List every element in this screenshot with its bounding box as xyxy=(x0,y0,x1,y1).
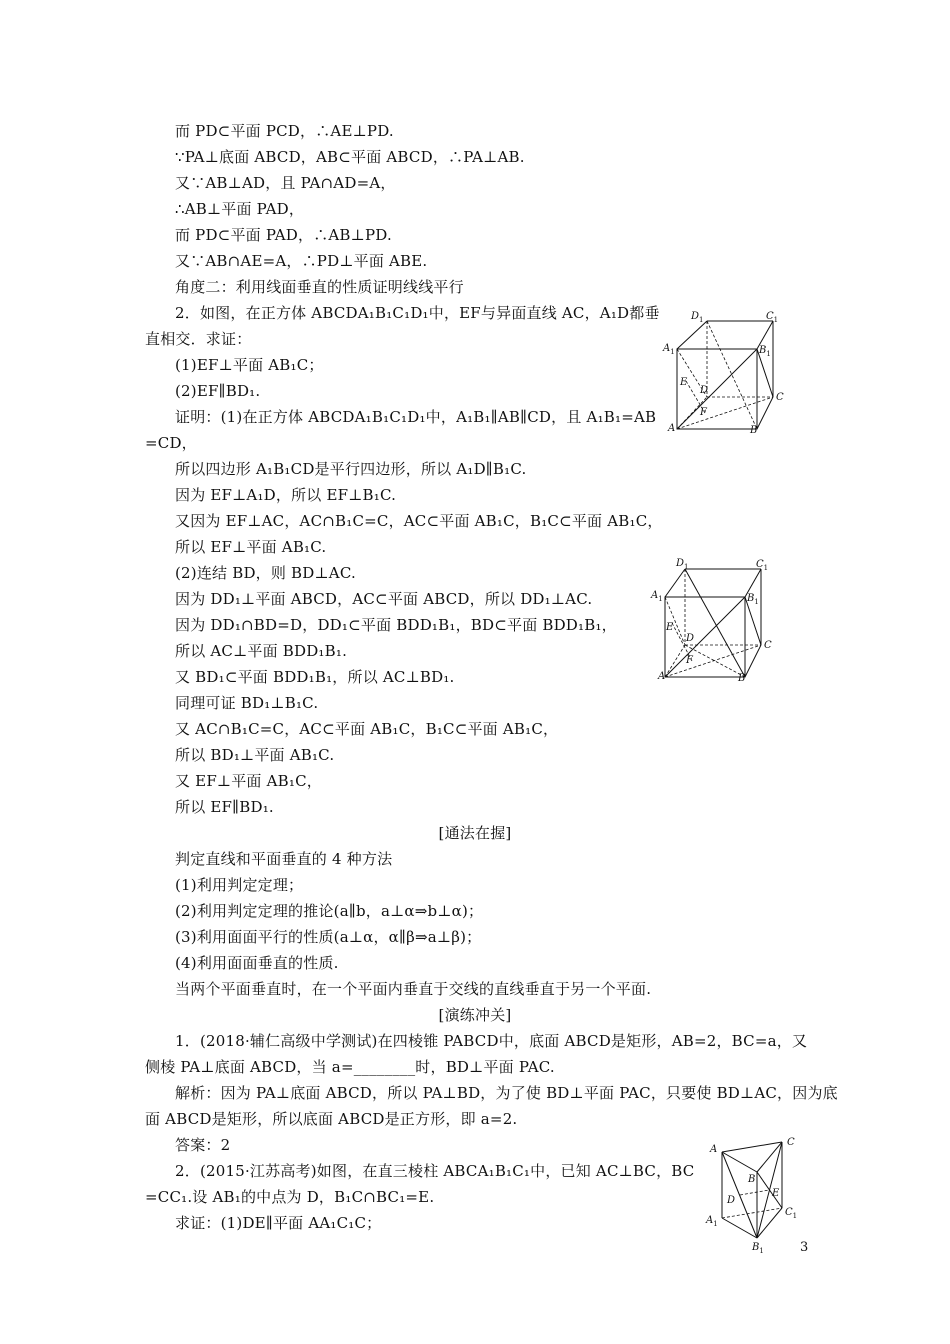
text-line: ∴AB⊥平面 PAD， xyxy=(175,200,305,218)
section-title: [演练冲关] xyxy=(438,1006,512,1024)
label-d: D xyxy=(700,385,709,396)
label-a1: $A_1$ xyxy=(706,1215,718,1228)
label-f: F xyxy=(700,407,707,418)
problem-statement: 侧棱 PA⊥底面 ABCD，当 a=________时，BD⊥平面 PAC. xyxy=(145,1058,555,1076)
label-e: E xyxy=(680,377,688,388)
text-line: 当两个平面垂直时，在一个平面内垂直于交线的直线垂直于另一个平面. xyxy=(175,980,652,998)
label-a1: $A_1$ xyxy=(663,343,675,356)
label-d: D xyxy=(727,1195,736,1206)
prism-figure xyxy=(700,1130,810,1260)
label-c1: $C_1$ xyxy=(766,311,779,324)
text-line: 而 PD⊂平面 PCD，∴AE⊥PD. xyxy=(175,122,394,140)
label-b1: $B_1$ xyxy=(747,593,759,606)
label-b: B xyxy=(748,1174,756,1185)
label-c: C xyxy=(764,640,772,651)
text-line: 所以四边形 A₁B₁CD是平行四边形，所以 A₁D∥B₁C. xyxy=(175,460,527,478)
label-a: A xyxy=(658,671,666,682)
text-line: 所以 BD₁⊥平面 AB₁C. xyxy=(175,746,335,764)
section-title: [通法在握] xyxy=(438,824,512,842)
label-e: E xyxy=(666,622,674,633)
section-heading: 角度二：利用线面垂直的性质证明线线平行 xyxy=(175,278,464,296)
text-line: 判定直线和平面垂直的 4 种方法 xyxy=(175,850,393,868)
problem-statement: 直相交．求证： xyxy=(145,330,252,348)
label-b: B xyxy=(750,425,758,436)
text-line: 而 PD⊂平面 PAD，∴AB⊥PD. xyxy=(175,226,392,244)
text-line: 同理可证 BD₁⊥B₁C. xyxy=(175,694,319,712)
label-e: E xyxy=(772,1188,780,1199)
text-line: (2)EF∥BD₁. xyxy=(175,382,261,400)
text-line: 求证：(1)DE∥平面 AA₁C₁C； xyxy=(175,1214,382,1232)
label-c1: $C_1$ xyxy=(756,559,769,572)
text-line: 又 BD₁⊂平面 BDD₁B₁，所以 AC⊥BD₁. xyxy=(175,668,455,686)
problem-statement: =CC₁.设 AB₁的中点为 D，B₁C∩BC₁=E. xyxy=(145,1188,435,1206)
text-line: 所以 EF⊥平面 AB₁C. xyxy=(175,538,327,556)
text-line: 又 AC∩B₁C=C，AC⊂平面 AB₁C，B₁C⊂平面 AB₁C， xyxy=(175,720,559,738)
text-line: 又 EF⊥平面 AB₁C， xyxy=(175,772,322,790)
text-line: (1)EF⊥平面 AB₁C； xyxy=(175,356,324,374)
text-line: 证明：(1)在正方体 ABCDA₁B₁C₁D₁中，A₁B₁∥AB∥CD，且 A₁B₁=AB xyxy=(175,408,657,426)
text-line: (1)利用判定定理； xyxy=(175,876,304,894)
label-d: D xyxy=(686,633,695,644)
text-line: (2)连结 BD，则 BD⊥AC. xyxy=(175,564,356,582)
text-line: 所以 AC⊥平面 BDD₁B₁. xyxy=(175,642,348,660)
text-line: 又∵AB∩AE=A，∴PD⊥平面 ABE. xyxy=(175,252,428,270)
label-c1: $C_1$ xyxy=(785,1207,798,1220)
label-b1: $B_1$ xyxy=(759,345,771,358)
label-d1: $D_1$ xyxy=(676,558,689,571)
problem-statement: 2．(2015·江苏高考)如图，在直三棱柱 ABCA₁B₁C₁中，已知 AC⊥BC，BC xyxy=(175,1162,695,1180)
text-line: =CD， xyxy=(145,434,197,452)
text-line: (4)利用面面垂直的性质. xyxy=(175,954,339,972)
text-line: 因为 DD₁⊥平面 ABCD，AC⊂平面 ABCD，所以 DD₁⊥AC. xyxy=(175,590,593,608)
label-a: A xyxy=(668,423,676,434)
label-d1: $D_1$ xyxy=(691,311,704,324)
label-b1: $B_1$ xyxy=(752,1242,764,1255)
label-f: F xyxy=(686,655,693,666)
page-number: 3 xyxy=(800,1240,809,1255)
text-line: 解析：因为 PA⊥底面 ABCD，所以 PA⊥BD，为了使 BD⊥平面 PAC，只要使 BD⊥AC，因为底 xyxy=(175,1084,838,1102)
cube-figure-1 xyxy=(660,305,790,435)
problem-statement: 1．(2018·辅仁高级中学测试)在四棱锥 PABCD中，底面 ABCD是矩形，AB=2，BC=a，又 xyxy=(175,1032,808,1050)
answer-line: 答案：2 xyxy=(175,1136,231,1154)
label-b: B xyxy=(738,673,746,684)
cube-figure-2 xyxy=(648,553,778,683)
text-line: 因为 EF⊥A₁D，所以 EF⊥B₁C. xyxy=(175,486,397,504)
text-line: 又∵AB⊥AD，且 PA∩AD=A， xyxy=(175,174,396,192)
label-c: C xyxy=(787,1137,795,1148)
text-line: 因为 DD₁∩BD=D，DD₁⊂平面 BDD₁B₁，BD⊂平面 BDD₁B₁， xyxy=(175,616,617,634)
text-line: ∵PA⊥底面 ABCD，AB⊂平面 ABCD，∴PA⊥AB. xyxy=(175,148,525,166)
problem-statement: 2．如图，在正方体 ABCDA₁B₁C₁D₁中，EF与异面直线 AC，A₁D都垂 xyxy=(175,304,660,322)
text-line: 又因为 EF⊥AC，AC∩B₁C=C，AC⊂平面 AB₁C，B₁C⊂平面 AB₁C， xyxy=(175,512,663,530)
label-a: A xyxy=(710,1144,718,1155)
text-line: (3)利用面面平行的性质(a⊥α，α∥β⇒a⊥β)； xyxy=(175,928,482,946)
text-line: (2)利用判定定理的推论(a∥b，a⊥α⇒b⊥α)； xyxy=(175,902,484,920)
text-line: 面 ABCD是矩形，所以底面 ABCD是正方形，即 a=2. xyxy=(145,1110,518,1128)
text-line: 所以 EF∥BD₁. xyxy=(175,798,274,816)
label-a1: $A_1$ xyxy=(651,590,663,603)
label-c: C xyxy=(776,392,784,403)
